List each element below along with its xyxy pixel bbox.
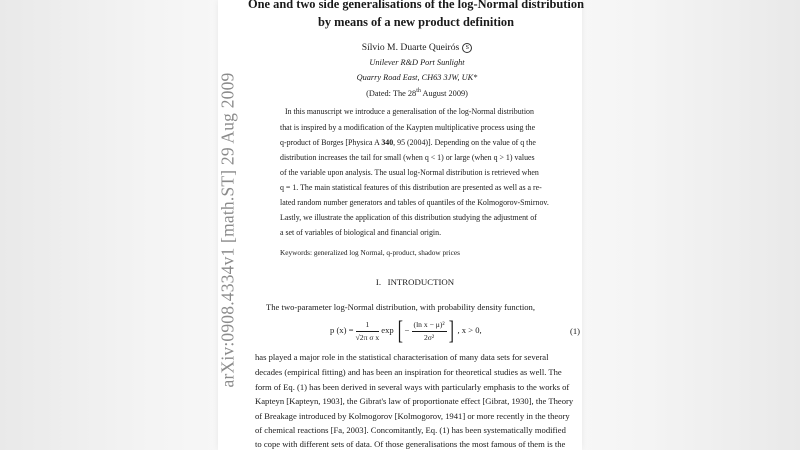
- date-line: [252, 88, 582, 98]
- abstract-line: q = 1. The main statistical features of this distribution are presented as well as a re-: [280, 183, 542, 192]
- exponent-fraction: [412, 320, 447, 343]
- paper-title-line-1: One and two side generalisations of the log-Normal distribution: [248, 0, 584, 11]
- body-line: form of Eq. (1) has been derived in several ways with particularly emphasis to the works of: [255, 382, 570, 392]
- abstract-line: [280, 138, 536, 147]
- section-title: INTRODUCTION: [387, 277, 455, 287]
- body-line: of chemical reactions [Fa, 2003]. Concomitantly, Eq. (1) has been systematically modified: [255, 425, 566, 435]
- keywords: Keywords: generalized log Normal, q-product, shadow prices: [280, 248, 460, 257]
- abstract-line: lated random number generators and tables of quantiles of the Kolmogorov-Smirnov.: [280, 198, 549, 207]
- equation-coefficient: [356, 320, 380, 343]
- abstract-line-3-rest: , 95 (2004)]. Depending on the value of q the: [393, 138, 536, 147]
- arxiv-identifier-stamp: arXiv:0908.4334v1 [math.ST] 29 Aug 2009: [217, 72, 238, 388]
- exponent-numerator: (ln x − μ)²: [412, 320, 447, 332]
- abstract-line: distribution increases the tail for small (when q < 1) or large (when q > 1) values: [280, 153, 535, 162]
- coefficient-numerator: 1: [356, 320, 380, 332]
- abstract-line: In this manuscript we introduce a generalisation of the log-Normal distribution: [285, 107, 534, 116]
- date-prefix: (Dated: The 28: [366, 88, 417, 98]
- left-bracket: [: [397, 316, 403, 345]
- right-margin-background: [582, 0, 800, 450]
- section-heading: [235, 277, 595, 287]
- affiliation-line-1: Unilever R&D Port Sunlight: [369, 58, 465, 67]
- orcid-icon: S: [462, 43, 472, 53]
- abstract-line-3-start: q-product of Borges [Physica A: [280, 138, 382, 147]
- volume-number: 340: [381, 138, 394, 147]
- date-superscript: th: [416, 88, 421, 94]
- exponent-denominator: 2σ²: [424, 332, 435, 342]
- section-number: I.: [375, 277, 382, 287]
- abstract-line: Lastly, we illustrate the application of this distribution studying the adjustment of: [280, 213, 537, 222]
- coefficient-denominator: √2π σ x: [355, 332, 380, 342]
- intro-first-line: The two-parameter log-Normal distribution, with probability density function,: [266, 302, 535, 312]
- affiliation-line-2: Quarry Road East, CH63 3JW, UK*: [356, 73, 478, 82]
- paper-title-line-2: by means of a new product definition: [318, 15, 514, 29]
- abstract-line: a set of variables of biological and financial origin.: [280, 228, 442, 237]
- date-suffix: August 2009): [420, 88, 468, 98]
- equation-condition: , x > 0,: [457, 324, 482, 335]
- body-line: Kapteyn [Kapteyn, 1903], the Gibrat's law of proportionate effect [Gibrat, 1930], the Theory: [255, 396, 574, 406]
- equation-1: [330, 318, 482, 348]
- body-line: of Breakage introduced by Kolmogorov [Kolmogorov, 1941] or more recently in the theory: [255, 411, 570, 421]
- abstract-line: that is inspired by a modification of the Kaypten multiplicative process using the: [280, 123, 536, 132]
- body-line: has played a major role in the statistical characterisation of many data sets for several: [255, 352, 549, 362]
- minus-sign: −: [404, 324, 410, 335]
- left-margin-background: [0, 0, 218, 450]
- equation-number: (1): [570, 326, 581, 336]
- abstract-line: of the variable upon analysis. The usual log-Normal distribution is retrieved when: [280, 168, 539, 177]
- author-name-text: Sílvio M. Duarte Queirós: [361, 42, 460, 53]
- exp-operator: exp: [381, 324, 394, 335]
- right-bracket: ]: [448, 316, 454, 345]
- author-name: [252, 42, 582, 53]
- equation-lhs: p (x) =: [330, 324, 354, 335]
- body-line: to cope with different sets of data. Of those generalisations the most famous of them is the: [255, 439, 566, 449]
- body-line: decades (empirical fitting) and has been an inspiration for theoretical studies as well. The: [255, 367, 562, 377]
